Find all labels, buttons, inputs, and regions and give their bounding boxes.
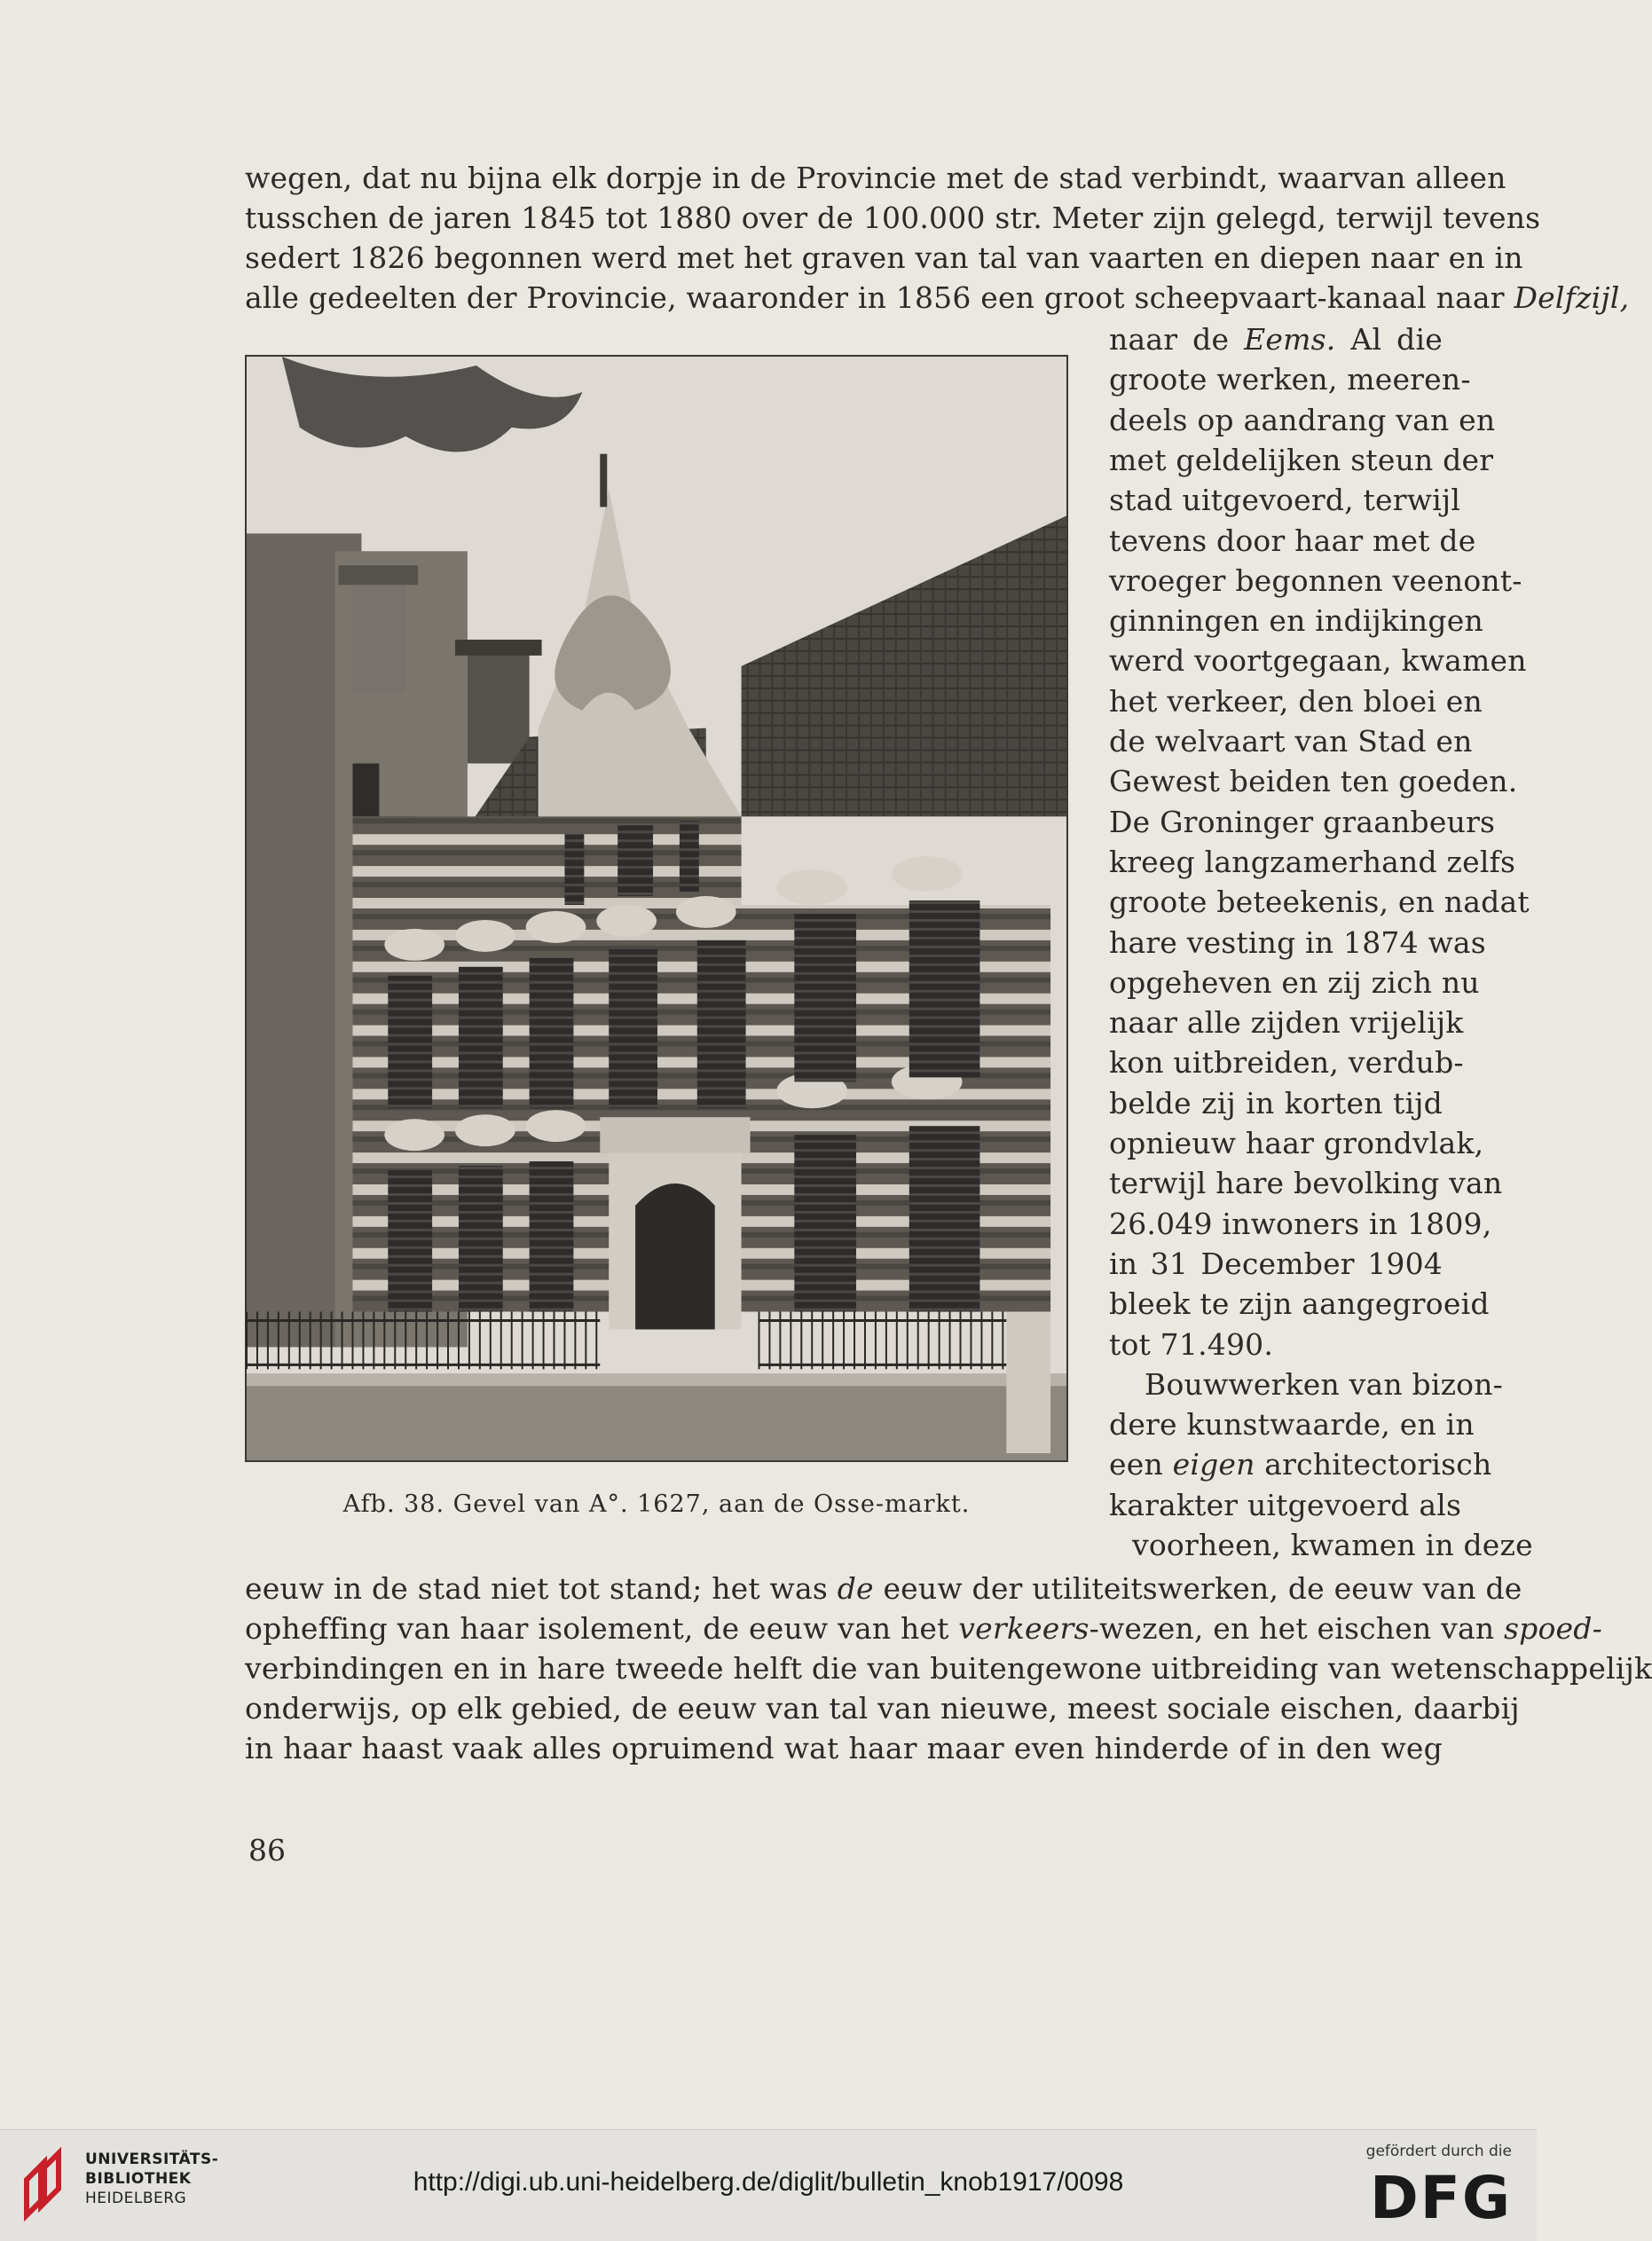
emphasis: spoed- bbox=[1503, 1611, 1602, 1646]
column-text-line: met geldelijken steun der bbox=[1109, 442, 1494, 477]
footer-bar bbox=[0, 2129, 1537, 2241]
column-text-line: de welvaart van Stad en bbox=[1109, 724, 1473, 759]
column-text: Al die bbox=[1335, 322, 1443, 357]
body-text: eeuw der utiliteitswerken, de eeuw van de bbox=[873, 1571, 1522, 1606]
body-text-line bbox=[245, 1569, 1522, 1609]
emphasis: de bbox=[837, 1571, 874, 1606]
column-text-line: opnieuw haar grondvlak, bbox=[1109, 1126, 1484, 1160]
column-text: naar de bbox=[1109, 322, 1245, 357]
column-text-line: kreeg langzamerhand zelfs bbox=[1109, 844, 1516, 879]
funder-label: gefördert durch die bbox=[1365, 2143, 1512, 2160]
document-url-link[interactable]: http://digi.ub.uni-heidelberg.de/diglit/bulletin_knob1917/0098 bbox=[413, 2167, 1124, 2197]
body-text-line bbox=[245, 278, 1630, 318]
emphasis: eigen bbox=[1172, 1447, 1255, 1482]
column-text-line: ginningen en indijkingen bbox=[1109, 603, 1483, 639]
library-name-line: HEIDELBERG bbox=[85, 2190, 187, 2207]
column-text-line: in 31 December 1904 bbox=[1109, 1246, 1443, 1281]
column-text-line: karakter uitgevoerd als bbox=[1109, 1487, 1462, 1522]
column-text-line: stad uitgevoerd, terwijl bbox=[1109, 483, 1461, 518]
column-text-line: kon uitbreiden, verdub- bbox=[1109, 1045, 1464, 1081]
column-text-line: tevens door haar met de bbox=[1109, 523, 1476, 558]
column-text-line: dere kunstwaarde, en in bbox=[1109, 1407, 1475, 1443]
column-text-line: vroeger begonnen veenont- bbox=[1109, 562, 1522, 598]
building-photograph bbox=[245, 355, 1068, 1462]
body-text-line: in haar haast vaak alles opruimend wat haar maar even hinderde of in den weg bbox=[245, 1731, 1443, 1765]
column-text-line: het verkeer, den bloei en bbox=[1109, 683, 1483, 719]
column-text-line: terwijl hare bevolking van bbox=[1109, 1166, 1503, 1201]
page-number: 86 bbox=[248, 1833, 286, 1868]
column-text-line: bleek te zijn aangegroeid bbox=[1109, 1286, 1490, 1322]
place-name-delfzijl: Delfzijl, bbox=[1514, 280, 1630, 315]
column-text-line: naar alle zijden vrijelijk bbox=[1109, 1005, 1464, 1041]
column-text: architectorisch bbox=[1255, 1447, 1492, 1482]
body-text-line: tusschen de jaren 1845 tot 1880 over de 100.000 str. Meter zijn gelegd, terwijl tevens bbox=[245, 201, 1541, 235]
library-name-line: UNIVERSITÄTS- bbox=[85, 2151, 219, 2168]
column-text-line: groote beteekenis, en nadat bbox=[1109, 885, 1530, 920]
emphasis: verkeers bbox=[958, 1611, 1090, 1646]
column-text-line: opgeheven en zij zich nu bbox=[1109, 964, 1480, 1000]
column-text-line: hare vesting in 1874 was bbox=[1109, 924, 1486, 960]
body-text: alle gedeelten der Provincie, waaronder in 1856 een groot scheepvaart-kanaal naar bbox=[245, 280, 1505, 315]
library-name-line: BIBLIOTHEK bbox=[85, 2170, 192, 2188]
column-text-line bbox=[1109, 319, 1443, 360]
figure-caption: Afb. 38. Gevel van A°. 1627, aan de Osse-markt. bbox=[342, 1490, 971, 1518]
column-text-line: deels op aandrang van en bbox=[1109, 402, 1496, 437]
body-text-line: sedert 1826 begonnen werd met het graven van tal van vaarten en diepen naar en in bbox=[245, 240, 1523, 275]
column-text-line: Gewest beiden ten goeden. bbox=[1109, 764, 1518, 799]
body-text: opheffing van haar isolement, de eeuw van het bbox=[245, 1611, 959, 1646]
column-text-line: groote werken, meeren- bbox=[1109, 362, 1471, 397]
column-text-line: tot 71.490. bbox=[1109, 1326, 1274, 1362]
column-text: een bbox=[1109, 1447, 1173, 1482]
dfg-logo: DFG bbox=[1369, 2164, 1512, 2232]
body-text: -wezen, en het eischen van bbox=[1089, 1611, 1504, 1646]
column-text-line: voorheen, kwamen in deze bbox=[1132, 1528, 1533, 1562]
body-text: eeuw in de stad niet tot stand; het was bbox=[245, 1571, 838, 1606]
facade-photo-illustration bbox=[247, 357, 1066, 1460]
column-text-line: Bouwwerken van bizon- bbox=[1145, 1366, 1504, 1402]
place-name-eems: Eems. bbox=[1244, 322, 1336, 357]
body-text-line: verbindingen en in hare tweede helft die van buitengewone uitbreiding van wetenschappelijk bbox=[245, 1651, 1652, 1686]
body-text-line: wegen, dat nu bijna elk dorpje in de Provincie met de stad verbindt, waarvan alleen bbox=[245, 161, 1506, 195]
column-text-line: werd voortgegaan, kwamen bbox=[1109, 643, 1527, 679]
column-text-line: belde zij in korten tijd bbox=[1109, 1085, 1443, 1120]
column-text-line bbox=[1109, 1444, 1492, 1485]
body-text-line: onderwijs, op elk gebied, de eeuw van tal van nieuwe, meest sociale eischen, daarbij bbox=[245, 1691, 1520, 1726]
body-text-line bbox=[245, 1608, 1602, 1649]
column-text-line: 26.049 inwoners in 1809, bbox=[1109, 1206, 1492, 1241]
column-text-line: De Groninger graanbeurs bbox=[1109, 804, 1496, 839]
